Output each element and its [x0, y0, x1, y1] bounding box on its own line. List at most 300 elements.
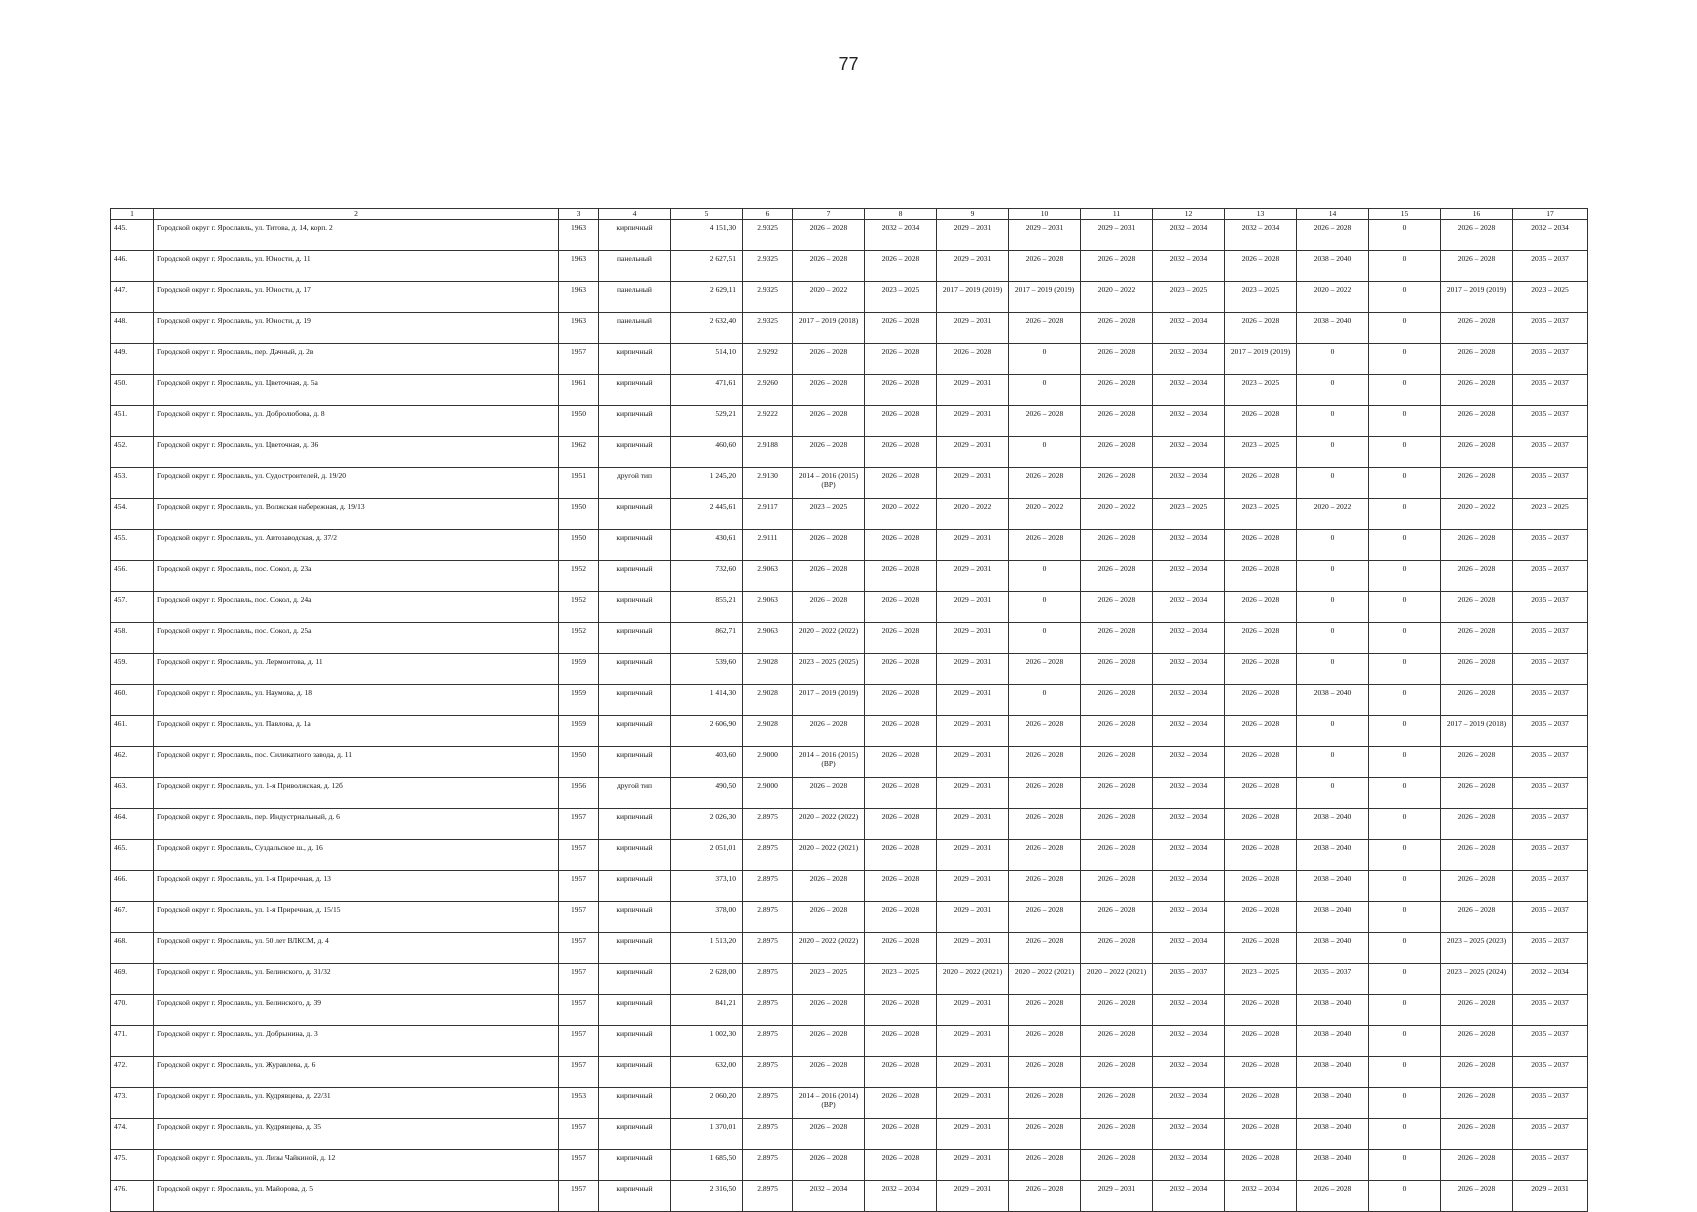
- period-col-17-cell: 2035 – 2037: [1513, 902, 1588, 933]
- period-col-10-cell: 0: [1009, 375, 1081, 406]
- period-col-7-cell: 2020 – 2022 (2022): [793, 623, 865, 654]
- period-col-10-cell: 0: [1009, 623, 1081, 654]
- area-cell: 460,60: [671, 437, 743, 468]
- period-col-14-cell: 2038 – 2040: [1297, 840, 1369, 871]
- period-col-9-cell: 2029 – 2031: [937, 1057, 1009, 1088]
- period-col-15-cell: 0: [1369, 995, 1441, 1026]
- priority-score-cell: 2.9222: [743, 406, 793, 437]
- period-col-7-cell: 2026 – 2028: [793, 561, 865, 592]
- period-col-14-cell: 2038 – 2040: [1297, 933, 1369, 964]
- period-col-17-cell: 2035 – 2037: [1513, 933, 1588, 964]
- address-cell: Городской округ г. Ярославль, ул. Цветочная, д. 5а: [154, 375, 559, 406]
- period-col-14-cell: 2038 – 2040: [1297, 995, 1369, 1026]
- period-col-9-cell: 2029 – 2031: [937, 654, 1009, 685]
- area-cell: 514,10: [671, 344, 743, 375]
- period-col-9-cell: 2029 – 2031: [937, 251, 1009, 282]
- row-number-cell: 448.: [111, 313, 154, 344]
- period-col-16-cell: 2026 – 2028: [1441, 809, 1513, 840]
- period-col-14-cell: 2035 – 2037: [1297, 964, 1369, 995]
- period-col-8-cell: 2026 – 2028: [865, 375, 937, 406]
- column-number-header: 11: [1081, 209, 1153, 220]
- period-col-13-cell: 2026 – 2028: [1225, 747, 1297, 778]
- period-col-8-cell: 2026 – 2028: [865, 468, 937, 499]
- wall-material-cell: кирпичный: [599, 530, 671, 561]
- period-col-12-cell: 2032 – 2034: [1153, 840, 1225, 871]
- table-row: [111, 561, 1588, 592]
- period-col-16-cell: 2020 – 2022: [1441, 499, 1513, 530]
- period-col-15-cell: 0: [1369, 685, 1441, 716]
- period-col-10-cell: 2026 – 2028: [1009, 871, 1081, 902]
- wall-material-cell: кирпичный: [599, 592, 671, 623]
- table-row: [111, 344, 1588, 375]
- period-col-15-cell: 0: [1369, 561, 1441, 592]
- period-col-9-cell: 2029 – 2031: [937, 530, 1009, 561]
- period-col-16-cell: 2026 – 2028: [1441, 685, 1513, 716]
- period-col-16-cell: 2026 – 2028: [1441, 375, 1513, 406]
- period-col-9-cell: 2029 – 2031: [937, 716, 1009, 747]
- wall-material-cell: кирпичный: [599, 1026, 671, 1057]
- period-col-16-cell: 2026 – 2028: [1441, 1057, 1513, 1088]
- period-col-14-cell: 2038 – 2040: [1297, 1026, 1369, 1057]
- address-cell: Городской округ г. Ярославль, ул. Журавлева, д. 6: [154, 1057, 559, 1088]
- period-col-16-cell: 2026 – 2028: [1441, 840, 1513, 871]
- column-number-row: [111, 209, 1588, 220]
- area-cell: 2 628,00: [671, 964, 743, 995]
- column-number-header: 17: [1513, 209, 1588, 220]
- period-col-17-cell: 2035 – 2037: [1513, 375, 1588, 406]
- wall-material-cell: кирпичный: [599, 747, 671, 778]
- period-col-14-cell: 2026 – 2028: [1297, 220, 1369, 251]
- wall-material-cell: другой тип: [599, 778, 671, 809]
- period-col-11-cell: 2026 – 2028: [1081, 1057, 1153, 1088]
- column-number-header: 5: [671, 209, 743, 220]
- period-col-10-cell: 2026 – 2028: [1009, 840, 1081, 871]
- period-col-17-cell: 2035 – 2037: [1513, 530, 1588, 561]
- period-col-8-cell: 2026 – 2028: [865, 1057, 937, 1088]
- area-cell: 539,60: [671, 654, 743, 685]
- period-col-9-cell: 2029 – 2031: [937, 778, 1009, 809]
- period-col-14-cell: 2038 – 2040: [1297, 871, 1369, 902]
- build-year-cell: 1959: [559, 716, 599, 747]
- table-row: [111, 251, 1588, 282]
- build-year-cell: 1957: [559, 1181, 599, 1212]
- period-col-10-cell: 2026 – 2028: [1009, 747, 1081, 778]
- column-number-header: 16: [1441, 209, 1513, 220]
- build-year-cell: 1957: [559, 1057, 599, 1088]
- period-col-11-cell: 2026 – 2028: [1081, 561, 1153, 592]
- period-col-10-cell: 2026 – 2028: [1009, 1181, 1081, 1212]
- build-year-cell: 1961: [559, 375, 599, 406]
- period-col-16-cell: 2023 – 2025 (2023): [1441, 933, 1513, 964]
- table-row: [111, 685, 1588, 716]
- build-year-cell: 1950: [559, 747, 599, 778]
- build-year-cell: 1962: [559, 437, 599, 468]
- period-col-10-cell: 2026 – 2028: [1009, 468, 1081, 499]
- row-number-cell: 449.: [111, 344, 154, 375]
- wall-material-cell: кирпичный: [599, 220, 671, 251]
- period-col-13-cell: 2026 – 2028: [1225, 592, 1297, 623]
- period-col-8-cell: 2026 – 2028: [865, 344, 937, 375]
- period-col-14-cell: 0: [1297, 375, 1369, 406]
- area-cell: 4 151,30: [671, 220, 743, 251]
- address-cell: Городской округ г. Ярославль, ул. Титова, д. 14, корп. 2: [154, 220, 559, 251]
- period-col-10-cell: 2026 – 2028: [1009, 251, 1081, 282]
- address-cell: Городской округ г. Ярославль, ул. Лизы Чайкиной, д. 12: [154, 1150, 559, 1181]
- period-col-12-cell: 2032 – 2034: [1153, 809, 1225, 840]
- period-col-12-cell: 2023 – 2025: [1153, 499, 1225, 530]
- area-cell: 1 370,01: [671, 1119, 743, 1150]
- period-col-9-cell: 2029 – 2031: [937, 871, 1009, 902]
- period-col-10-cell: 2026 – 2028: [1009, 1026, 1081, 1057]
- period-col-16-cell: 2026 – 2028: [1441, 561, 1513, 592]
- period-col-16-cell: 2026 – 2028: [1441, 1026, 1513, 1057]
- priority-score-cell: 2.9028: [743, 654, 793, 685]
- period-col-15-cell: 0: [1369, 809, 1441, 840]
- period-col-14-cell: 0: [1297, 654, 1369, 685]
- period-col-15-cell: 0: [1369, 933, 1441, 964]
- period-col-15-cell: 0: [1369, 778, 1441, 809]
- period-col-14-cell: 2038 – 2040: [1297, 1088, 1369, 1119]
- address-cell: Городской округ г. Ярославль, ул. 1-я Приволжская, д. 12б: [154, 778, 559, 809]
- period-col-12-cell: 2032 – 2034: [1153, 1057, 1225, 1088]
- period-col-14-cell: 2038 – 2040: [1297, 1057, 1369, 1088]
- period-col-7-cell: 2017 – 2019 (2019): [793, 685, 865, 716]
- build-year-cell: 1957: [559, 840, 599, 871]
- period-col-17-cell: 2035 – 2037: [1513, 437, 1588, 468]
- period-col-15-cell: 0: [1369, 282, 1441, 313]
- period-col-7-cell: 2023 – 2025: [793, 499, 865, 530]
- row-number-cell: 459.: [111, 654, 154, 685]
- period-col-8-cell: 2032 – 2034: [865, 220, 937, 251]
- table-row: [111, 747, 1588, 778]
- table-row: [111, 406, 1588, 437]
- column-number-header: 2: [154, 209, 559, 220]
- area-cell: 430,61: [671, 530, 743, 561]
- period-col-13-cell: 2023 – 2025: [1225, 499, 1297, 530]
- address-cell: Городской округ г. Ярославль, пер. Индустриальный, д. 6: [154, 809, 559, 840]
- period-col-13-cell: 2026 – 2028: [1225, 902, 1297, 933]
- period-col-16-cell: 2026 – 2028: [1441, 995, 1513, 1026]
- address-cell: Городской округ г. Ярославль, пос. Сокол, д. 25а: [154, 623, 559, 654]
- table-row: [111, 530, 1588, 561]
- period-col-14-cell: 2020 – 2022: [1297, 499, 1369, 530]
- period-col-7-cell: 2026 – 2028: [793, 1150, 865, 1181]
- period-col-10-cell: 2026 – 2028: [1009, 530, 1081, 561]
- period-col-12-cell: 2032 – 2034: [1153, 995, 1225, 1026]
- row-number-cell: 455.: [111, 530, 154, 561]
- address-cell: Городской округ г. Ярославль, ул. Юности, д. 11: [154, 251, 559, 282]
- row-number-cell: 461.: [111, 716, 154, 747]
- address-cell: Городской округ г. Ярославль, ул. Судостроителей, д. 19/20: [154, 468, 559, 499]
- period-col-15-cell: 0: [1369, 871, 1441, 902]
- row-number-cell: 467.: [111, 902, 154, 933]
- priority-score-cell: 2.9000: [743, 778, 793, 809]
- period-col-16-cell: 2026 – 2028: [1441, 778, 1513, 809]
- period-col-7-cell: 2023 – 2025 (2025): [793, 654, 865, 685]
- priority-score-cell: 2.8975: [743, 1088, 793, 1119]
- period-col-13-cell: 2023 – 2025: [1225, 282, 1297, 313]
- row-number-cell: 458.: [111, 623, 154, 654]
- wall-material-cell: кирпичный: [599, 437, 671, 468]
- area-cell: 2 627,51: [671, 251, 743, 282]
- period-col-17-cell: 2029 – 2031: [1513, 1181, 1588, 1212]
- address-cell: Городской округ г. Ярославль, ул. Наумова, д. 18: [154, 685, 559, 716]
- period-col-12-cell: 2032 – 2034: [1153, 344, 1225, 375]
- period-col-13-cell: 2026 – 2028: [1225, 778, 1297, 809]
- period-col-10-cell: 2026 – 2028: [1009, 778, 1081, 809]
- period-col-13-cell: 2026 – 2028: [1225, 1057, 1297, 1088]
- period-col-9-cell: 2029 – 2031: [937, 437, 1009, 468]
- period-col-9-cell: 2029 – 2031: [937, 747, 1009, 778]
- period-col-9-cell: 2020 – 2022: [937, 499, 1009, 530]
- period-col-12-cell: 2032 – 2034: [1153, 654, 1225, 685]
- build-year-cell: 1957: [559, 933, 599, 964]
- period-col-11-cell: 2026 – 2028: [1081, 933, 1153, 964]
- period-col-17-cell: 2035 – 2037: [1513, 871, 1588, 902]
- period-col-13-cell: 2026 – 2028: [1225, 654, 1297, 685]
- priority-score-cell: 2.9130: [743, 468, 793, 499]
- period-col-8-cell: 2026 – 2028: [865, 902, 937, 933]
- period-col-17-cell: 2035 – 2037: [1513, 1119, 1588, 1150]
- wall-material-cell: кирпичный: [599, 375, 671, 406]
- period-col-8-cell: 2026 – 2028: [865, 654, 937, 685]
- priority-score-cell: 2.9117: [743, 499, 793, 530]
- period-col-17-cell: 2023 – 2025: [1513, 499, 1588, 530]
- period-col-11-cell: 2026 – 2028: [1081, 344, 1153, 375]
- period-col-12-cell: 2032 – 2034: [1153, 685, 1225, 716]
- wall-material-cell: кирпичный: [599, 623, 671, 654]
- period-col-15-cell: 0: [1369, 654, 1441, 685]
- wall-material-cell: кирпичный: [599, 1119, 671, 1150]
- wall-material-cell: кирпичный: [599, 344, 671, 375]
- period-col-15-cell: 0: [1369, 1150, 1441, 1181]
- period-col-15-cell: 0: [1369, 220, 1441, 251]
- period-col-17-cell: 2035 – 2037: [1513, 592, 1588, 623]
- area-cell: 2 632,40: [671, 313, 743, 344]
- period-col-13-cell: 2032 – 2034: [1225, 220, 1297, 251]
- area-cell: 2 316,50: [671, 1181, 743, 1212]
- area-cell: 529,21: [671, 406, 743, 437]
- period-col-7-cell: 2014 – 2016 (2015) (ВР): [793, 747, 865, 778]
- area-cell: 1 002,30: [671, 1026, 743, 1057]
- area-cell: 490,50: [671, 778, 743, 809]
- period-col-9-cell: 2029 – 2031: [937, 902, 1009, 933]
- wall-material-cell: кирпичный: [599, 1057, 671, 1088]
- table-row: [111, 840, 1588, 871]
- period-col-11-cell: 2026 – 2028: [1081, 902, 1153, 933]
- wall-material-cell: кирпичный: [599, 654, 671, 685]
- build-year-cell: 1950: [559, 530, 599, 561]
- priority-score-cell: 2.9111: [743, 530, 793, 561]
- row-number-cell: 460.: [111, 685, 154, 716]
- table-row: [111, 1057, 1588, 1088]
- period-col-8-cell: 2026 – 2028: [865, 592, 937, 623]
- column-number-header: 4: [599, 209, 671, 220]
- period-col-11-cell: 2026 – 2028: [1081, 1088, 1153, 1119]
- period-col-8-cell: 2026 – 2028: [865, 778, 937, 809]
- period-col-12-cell: 2032 – 2034: [1153, 592, 1225, 623]
- build-year-cell: 1963: [559, 313, 599, 344]
- period-col-12-cell: 2032 – 2034: [1153, 623, 1225, 654]
- column-number-header: 14: [1297, 209, 1369, 220]
- wall-material-cell: панельный: [599, 313, 671, 344]
- table-row: [111, 1088, 1588, 1119]
- period-col-7-cell: 2020 – 2022 (2022): [793, 933, 865, 964]
- row-number-cell: 447.: [111, 282, 154, 313]
- table-row: [111, 902, 1588, 933]
- table-row: [111, 313, 1588, 344]
- period-col-13-cell: 2026 – 2028: [1225, 313, 1297, 344]
- period-col-12-cell: 2032 – 2034: [1153, 1150, 1225, 1181]
- area-cell: 862,71: [671, 623, 743, 654]
- period-col-10-cell: 2026 – 2028: [1009, 902, 1081, 933]
- priority-score-cell: 2.9063: [743, 561, 793, 592]
- period-col-14-cell: 2038 – 2040: [1297, 313, 1369, 344]
- wall-material-cell: кирпичный: [599, 902, 671, 933]
- period-col-10-cell: 0: [1009, 561, 1081, 592]
- period-col-10-cell: 2026 – 2028: [1009, 1057, 1081, 1088]
- priority-score-cell: 2.8975: [743, 902, 793, 933]
- period-col-7-cell: 2023 – 2025: [793, 964, 865, 995]
- period-col-8-cell: 2026 – 2028: [865, 1150, 937, 1181]
- period-col-12-cell: 2032 – 2034: [1153, 530, 1225, 561]
- column-number-header: 6: [743, 209, 793, 220]
- period-col-8-cell: 2026 – 2028: [865, 995, 937, 1026]
- period-col-8-cell: 2026 – 2028: [865, 561, 937, 592]
- period-col-17-cell: 2035 – 2037: [1513, 1150, 1588, 1181]
- build-year-cell: 1957: [559, 809, 599, 840]
- period-col-10-cell: 2020 – 2022: [1009, 499, 1081, 530]
- period-col-8-cell: 2026 – 2028: [865, 1119, 937, 1150]
- period-col-14-cell: 0: [1297, 592, 1369, 623]
- period-col-9-cell: 2029 – 2031: [937, 840, 1009, 871]
- period-col-13-cell: 2026 – 2028: [1225, 1088, 1297, 1119]
- row-number-cell: 475.: [111, 1150, 154, 1181]
- period-col-15-cell: 0: [1369, 313, 1441, 344]
- wall-material-cell: кирпичный: [599, 716, 671, 747]
- period-col-12-cell: 2032 – 2034: [1153, 1026, 1225, 1057]
- period-col-8-cell: 2026 – 2028: [865, 313, 937, 344]
- period-col-12-cell: 2032 – 2034: [1153, 778, 1225, 809]
- period-col-12-cell: 2032 – 2034: [1153, 220, 1225, 251]
- period-col-12-cell: 2032 – 2034: [1153, 313, 1225, 344]
- period-col-9-cell: 2029 – 2031: [937, 809, 1009, 840]
- period-col-13-cell: 2023 – 2025: [1225, 964, 1297, 995]
- period-col-7-cell: 2026 – 2028: [793, 406, 865, 437]
- row-number-cell: 446.: [111, 251, 154, 282]
- period-col-13-cell: 2026 – 2028: [1225, 530, 1297, 561]
- priority-score-cell: 2.8975: [743, 995, 793, 1026]
- period-col-8-cell: 2032 – 2034: [865, 1181, 937, 1212]
- build-year-cell: 1956: [559, 778, 599, 809]
- period-col-17-cell: 2035 – 2037: [1513, 654, 1588, 685]
- period-col-14-cell: 2038 – 2040: [1297, 1119, 1369, 1150]
- column-number-header: 10: [1009, 209, 1081, 220]
- column-number-header: 13: [1225, 209, 1297, 220]
- period-col-7-cell: 2026 – 2028: [793, 220, 865, 251]
- address-cell: Городской округ г. Ярославль, ул. Добрынина, д. 3: [154, 1026, 559, 1057]
- address-cell: Городской округ г. Ярославль, пос. Сокол, д. 24а: [154, 592, 559, 623]
- period-col-13-cell: 2026 – 2028: [1225, 995, 1297, 1026]
- period-col-7-cell: 2020 – 2022 (2022): [793, 809, 865, 840]
- period-col-7-cell: 2026 – 2028: [793, 437, 865, 468]
- wall-material-cell: кирпичный: [599, 1150, 671, 1181]
- build-year-cell: 1952: [559, 561, 599, 592]
- build-year-cell: 1952: [559, 592, 599, 623]
- period-col-15-cell: 0: [1369, 1119, 1441, 1150]
- priority-score-cell: 2.8975: [743, 840, 793, 871]
- period-col-10-cell: 2026 – 2028: [1009, 933, 1081, 964]
- period-col-16-cell: 2026 – 2028: [1441, 1150, 1513, 1181]
- period-col-16-cell: 2026 – 2028: [1441, 592, 1513, 623]
- column-number-header: 7: [793, 209, 865, 220]
- period-col-12-cell: 2032 – 2034: [1153, 251, 1225, 282]
- period-col-8-cell: 2026 – 2028: [865, 623, 937, 654]
- period-col-10-cell: 2026 – 2028: [1009, 995, 1081, 1026]
- period-col-13-cell: 2026 – 2028: [1225, 685, 1297, 716]
- period-col-8-cell: 2026 – 2028: [865, 840, 937, 871]
- period-col-17-cell: 2035 – 2037: [1513, 809, 1588, 840]
- area-cell: 403,60: [671, 747, 743, 778]
- wall-material-cell: кирпичный: [599, 561, 671, 592]
- period-col-13-cell: 2017 – 2019 (2019): [1225, 344, 1297, 375]
- period-col-12-cell: 2032 – 2034: [1153, 437, 1225, 468]
- period-col-16-cell: 2026 – 2028: [1441, 902, 1513, 933]
- period-col-16-cell: 2026 – 2028: [1441, 437, 1513, 468]
- period-col-8-cell: 2026 – 2028: [865, 530, 937, 561]
- period-col-17-cell: 2035 – 2037: [1513, 1057, 1588, 1088]
- period-col-11-cell: 2026 – 2028: [1081, 778, 1153, 809]
- period-col-9-cell: 2029 – 2031: [937, 623, 1009, 654]
- period-col-11-cell: 2026 – 2028: [1081, 592, 1153, 623]
- period-col-7-cell: 2026 – 2028: [793, 871, 865, 902]
- period-col-10-cell: 0: [1009, 437, 1081, 468]
- area-cell: 2 629,11: [671, 282, 743, 313]
- period-col-13-cell: 2023 – 2025: [1225, 375, 1297, 406]
- period-col-7-cell: 2026 – 2028: [793, 375, 865, 406]
- period-col-7-cell: 2026 – 2028: [793, 995, 865, 1026]
- period-col-11-cell: 2026 – 2028: [1081, 375, 1153, 406]
- period-col-13-cell: 2026 – 2028: [1225, 809, 1297, 840]
- priority-score-cell: 2.9063: [743, 623, 793, 654]
- period-col-17-cell: 2035 – 2037: [1513, 406, 1588, 437]
- build-year-cell: 1963: [559, 251, 599, 282]
- period-col-13-cell: 2026 – 2028: [1225, 840, 1297, 871]
- period-col-11-cell: 2026 – 2028: [1081, 654, 1153, 685]
- address-cell: Городской округ г. Ярославль, ул. Белинского, д. 31/32: [154, 964, 559, 995]
- period-col-14-cell: 2026 – 2028: [1297, 1181, 1369, 1212]
- wall-material-cell: кирпичный: [599, 933, 671, 964]
- period-col-13-cell: 2023 – 2025: [1225, 437, 1297, 468]
- build-year-cell: 1959: [559, 654, 599, 685]
- period-col-15-cell: 0: [1369, 437, 1441, 468]
- period-col-14-cell: 2038 – 2040: [1297, 902, 1369, 933]
- wall-material-cell: кирпичный: [599, 1181, 671, 1212]
- priority-score-cell: 2.8975: [743, 871, 793, 902]
- priority-score-cell: 2.8975: [743, 933, 793, 964]
- period-col-13-cell: 2026 – 2028: [1225, 623, 1297, 654]
- address-cell: Городской округ г. Ярославль, ул. Павлова, д. 1а: [154, 716, 559, 747]
- priority-score-cell: 2.9000: [743, 747, 793, 778]
- period-col-15-cell: 0: [1369, 375, 1441, 406]
- period-col-17-cell: 2035 – 2037: [1513, 995, 1588, 1026]
- period-col-17-cell: 2035 – 2037: [1513, 468, 1588, 499]
- priority-score-cell: 2.9063: [743, 592, 793, 623]
- period-col-12-cell: 2032 – 2034: [1153, 871, 1225, 902]
- period-col-7-cell: 2026 – 2028: [793, 251, 865, 282]
- area-cell: 2 060,20: [671, 1088, 743, 1119]
- period-col-14-cell: 2038 – 2040: [1297, 685, 1369, 716]
